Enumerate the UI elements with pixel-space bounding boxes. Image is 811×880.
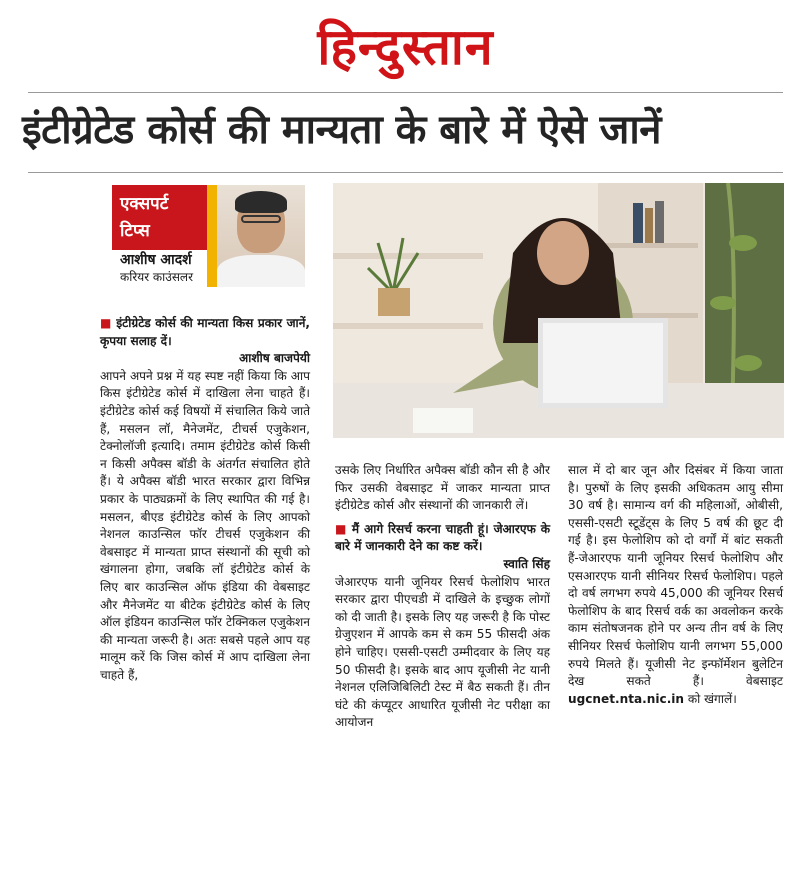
masthead <box>0 18 811 76</box>
expert-name: आशीष आदर्श <box>120 252 192 268</box>
column-2 <box>335 462 550 732</box>
answer-1-continued: उसके लिए निर्धारित अपैक्स बॉडी कौन सी है और फिर उसकी वेबसाइट में जाकर मान्यता प्राप्त इंटीग्रेटेड कोर्स और संस्थानों की जानकारी लें। <box>335 463 550 513</box>
answer-1: आपने अपने प्रश्न में यह स्पष्ट नहीं किया कि आप किस इंटीग्रेटेड कोर्स में दाखिला लेना चाहते हैं। इंटीग्रेटेड कोर्स कई विषयों में संचालित किये जाते हैं, मसलन लॉ, मैनेजमेंट, टीचर्स एजुकेशन, टेक्नोलॉजी इत्यादि। तमाम इंटीग्रेटेड कोर्स किसी न किसी अपैक्स बॉडी के अंतर्गत संचालित होते हैं। ये अपैक्स बॉडी भारत सरकार द्वारा विभिन्न प्रकार के पाठ्यक्रमों के लिए स्थापित की गई है। मसलन, बीएड इंटीग्रेटेड कोर्स के लिए आपको नेशनल काउन्सिल फॉर टीचर्स एजुकेशन की वेबसाइट में मान्यता प्राप्त संस्थानों की सूची को खंगालना होगा, जबकि लॉ इंटीग्रेटेड कोर्स के लिए बार काउन्सिल ऑफ इंडिया की वेबसाइट और मैनेजमेंट या बीटेक इंटीग्रेटेड कोर्स के लिए ऑल इंडियन काउन्सिल फॉर टेक्निकल एजुकेशन की मान्यता जरूरी है। अतः सबसे पहले आप यह मालूम करें कि जिस कोर्स में आप दाखिला लेना चाहते हैं, <box>100 368 310 682</box>
expert-role: करियर काउंसलर <box>120 270 193 284</box>
asker-2: स्वाति सिंह <box>503 556 550 571</box>
photo-illustration <box>333 183 784 438</box>
expert-tips-box <box>112 185 305 287</box>
expert-tag-line1: एक्सपर्ट <box>120 194 169 214</box>
masthead-logo-text: हिन्दुस्तान <box>317 17 494 76</box>
website-link[interactable]: ugcnet.nta.nic.in <box>568 691 685 706</box>
question-2: ■ मैं आगे रिसर्च करना चाहती हूं। जेआरएफ के बारे में जानकारी देने का कष्ट करें। <box>335 521 550 554</box>
expert-tips-label <box>112 185 207 250</box>
question-1-text: इंटीग्रेटेड कोर्स की मान्यता किस प्रकार जानें, कृपया सलाह दें। <box>100 316 310 348</box>
column-1 <box>100 315 310 684</box>
question-2-text: मैं आगे रिसर्च करना चाहती हूं। जेआरएफ के बारे में जानकारी देने का कष्ट करें। <box>335 521 550 554</box>
headline: इंटीग्रेटेड कोर्स की मान्यता के बारे में ऐसे जानें <box>22 107 661 153</box>
expert-tag-line2: टिप्स <box>120 221 150 241</box>
divider <box>28 92 783 93</box>
question-1: ■ इंटीग्रेटेड कोर्स की मान्यता किस प्रकार जानें, कृपया सलाह दें। <box>100 316 310 348</box>
answer-2-text: साल में दो बार जून और दिसंबर में किया जाता है। पुरुषों के लिए इसकी अधिकतम आयु सीमा 30 वर्ष है। सामान्य वर्ग की महिलाओं, ओबीसी, एससी-एसटी स्टूडेंट्स के लिए 5 वर्ष की छूट दी गई है। इस फेलोशिप को दो वर्गों में बांट सकती हैं-जेआरएफ यानी जूनियर रिसर्च फेलोशिप और एसआरएफ यानी सीनियर रिसर्च फेलोशिप। पहले दो वर्ष लगभग रुपये 45,000 की जूनियर रिसर्च फेलोशिप के बाद रिसर्च वर्क का अवलोकन करके काम संतोषजनक होने पर अन्य तीन वर्ष के लिए सीनियर रिसर्च फेलोशिप यानी लगभग 55,000 रुपये मिलते हैं। यूजीसी नेट इन्फॉर्मेशन बुलेटिन देख सकते हैं। वेबसाइट <box>568 463 783 689</box>
woman-with-laptop-photo <box>333 183 784 438</box>
divider <box>28 172 783 173</box>
asker-1: आशीष बाजपेयी <box>239 351 310 366</box>
accent-strip <box>207 185 217 287</box>
column-3 <box>568 462 783 708</box>
answer-2: जेआरएफ यानी जूनियर रिसर्च फेलोशिप भारत सरकार द्वारा पीएचडी में दाखिले के इच्छुक लोगों को दी जाती है। इसके लिए यह जरूरी है कि पोस्ट ग्रेजुएशन में आपके कम से कम 55 फीसदी अंक होने चाहिए। एससी-एसटी उम्मीदवार के लिए यह 50 फीसदी है। इसके बाद आप यूजीसी नेट यानी नेशनल एलिजिबिलिटी टेस्ट में बैठ सकती हैं। तीन घंटे की कंप्यूटर आधारित यूजीसी नेट परीक्षा का आयोजन <box>335 574 550 730</box>
website-suffix: को खंगालें। <box>684 691 737 706</box>
answer-2-continued <box>568 462 783 708</box>
expert-portrait-icon <box>217 185 305 287</box>
